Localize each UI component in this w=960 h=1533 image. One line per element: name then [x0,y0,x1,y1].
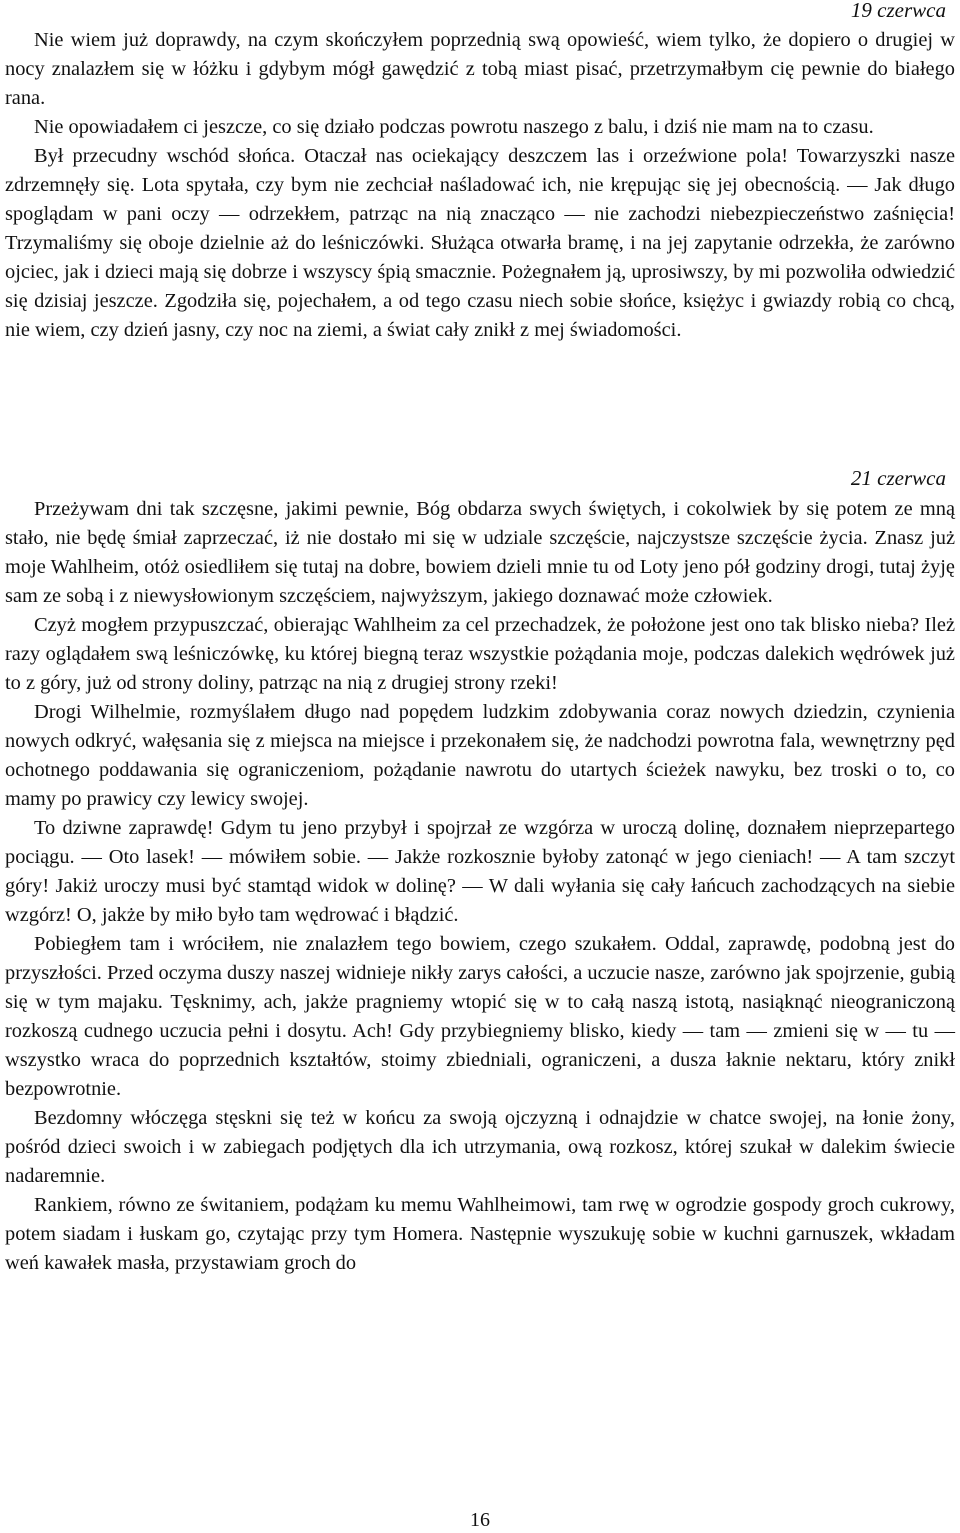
entry-21-czerwca [5,495,955,1278]
paragraph: Drogi Wilhelmie, rozmyślałem długo nad popędem ludzkim zdobywania coraz nowych dziedzin, czynienia nowych odkryć, wałęsania się z miejsca na miejsce i przekonałem się, że nadchodzi powrotna fala, wewnętrzny pęd ochotnego poddawania się ograniczeniom, pożądanie nawrotu do utartych ścieżek nawyku, bez troski o to, co mamy po prawicy czy lewicy swojej. [5,701,955,810]
paragraph: Pobiegłem tam i wróciłem, nie znalazłem tego bowiem, czego szukałem. Oddal, zaprawdę, podobną jest do przyszłości. Przed oczyma duszy naszej widnieje nikły zarys całości, a uczucie nasze, zarówno jak spojrzenie, gubią się w tym majaku. Tęsknimy, ach, jakże pragniemy wtopić się w to całą naszą istotą, nasiąknąć nieograniczoną rozkoszą cudnego uczucia pełni i dosytu. Ach! Gdy przybiegniemy blisko, kiedy — tam — zmieni się w — tu — wszystko wraca do poprzednich kształtów, stoimy zbiedniali, ograniczeni, a dusza łaknie nektaru, który znikł bezpowrotnie. [5,933,955,1100]
paragraph: Przeżywam dni tak szczęsne, jakimi pewnie, Bóg obdarza swych świętych, i cokolwiek by się potem ze mną stało, nie będę śmiał zaprzeczać, iż nie dostało mi się w udziale szczęście, najczystsze szczęście życia. Znasz już moje Wahlheim, otóż osiedliłem się tutaj na dobre, bowiem dzieli mnie tu od Loty jeno pół godziny drogi, tutaj żyję sam ze sobą i z niewysłowionym szczęściem, najwyższym, jakiego doznawać może człowiek. [5,498,955,607]
paragraph: To dziwne zaprawdę! Gdym tu jeno przybył i spojrzał ze wzgórza w uroczą dolinę, doznałem nieprzepartego pociągu. — Oto lasek! — mówiłem sobie. — Jakże rozkosznie byłoby zatonąć w jego cieniach! — A tam szczyt góry! Jakiż uroczy musi być stamtąd widok w dolinę? — W dali wyłania się cały łańcuch zachodzących na siebie wzgórz! O, jakże by miło było tam wędrować i błądzić. [5,817,955,926]
paragraph: Bezdomny włóczęga stęskni się też w końcu za swoją ojczyzną i odnajdzie w chatce swojej, na łonie żony, pośród dzieci swoich i w zabiegach podjętych dla ich utrzymania, ową rozkosz, której szukał w dalekim świecie nadaremnie. [5,1107,955,1187]
entry-date: 19 czerwca [850,0,946,22]
paragraph: Nie wiem już doprawdy, na czym skończyłem poprzednią swą opowieść, wiem tylko, że dopiero o drugiej w nocy znalazłem się w łóżku i gdybym mógł gawędzić z tobą miast pisać, przetrzymałbym cię pewnie do białego rana. [5,29,955,109]
page-number: 16 [470,1509,490,1531]
entry-date: 21 czerwca [850,466,946,490]
paragraph: Był przecudny wschód słońca. Otaczał nas ociekający deszczem las i orzeźwione pola! Towarzyszki nasze zdrzemnęły się. Lota spytała, czy bym nie zechciał naśladować ich, nie krępując się jej obecnością. — Jak długo spoglądam w pani oczy — odrzekłem, patrząc na nią znacząco — nie zachodzi niebezpieczeństwo zaśnięcia! Trzymaliśmy się oboje dzielnie aż do leśniczówki. Służąca otwarła bramę, i na jej zapytanie odrzekła, że zarówno ojciec, jak i dzieci mają się dobrze i wszyscy śpią smacznie. Pożegnałem ją, uprosiwszy, by mi pozwoliła odwiedzić się dzisiaj jeszcze. Zgodziła się, pojechałem, a od tego czasu niech sobie słońce, księżyc i gwiazdy robią co chcą, nie wiem, czy dzień jasny, czy noc na ziemi, a świat cały znikł z mej świadomości. [5,145,955,341]
entry-19-czerwca [5,26,955,345]
paragraph: Nie opowiadałem ci jeszcze, co się działo podczas powrotu naszego z balu, i dziś nie mam na to czasu. [34,116,874,138]
paragraph: Czyż mogłem przypuszczać, obierając Wahlheim za cel przechadzek, że położone jest ono tak blisko nieba? Ileż razy oglądałem swą leśniczówkę, ku której biegną teraz wszystkie pożądania moje, podczas dalekich wędrówek już to z góry, już od strony doliny, patrząc na nią z drugiej strony rzeki! [5,614,955,694]
paragraph: Rankiem, równo ze świtaniem, podążam ku memu Wahlheimowi, tam rwę w ogrodzie gospody groch cukrowy, potem siadam i łuskam go, czytając przy tym Homera. Następnie wyszukuję sobie w kuchni garnuszek, wkładam weń kawałek masła, przystawiam groch do [5,1194,955,1274]
